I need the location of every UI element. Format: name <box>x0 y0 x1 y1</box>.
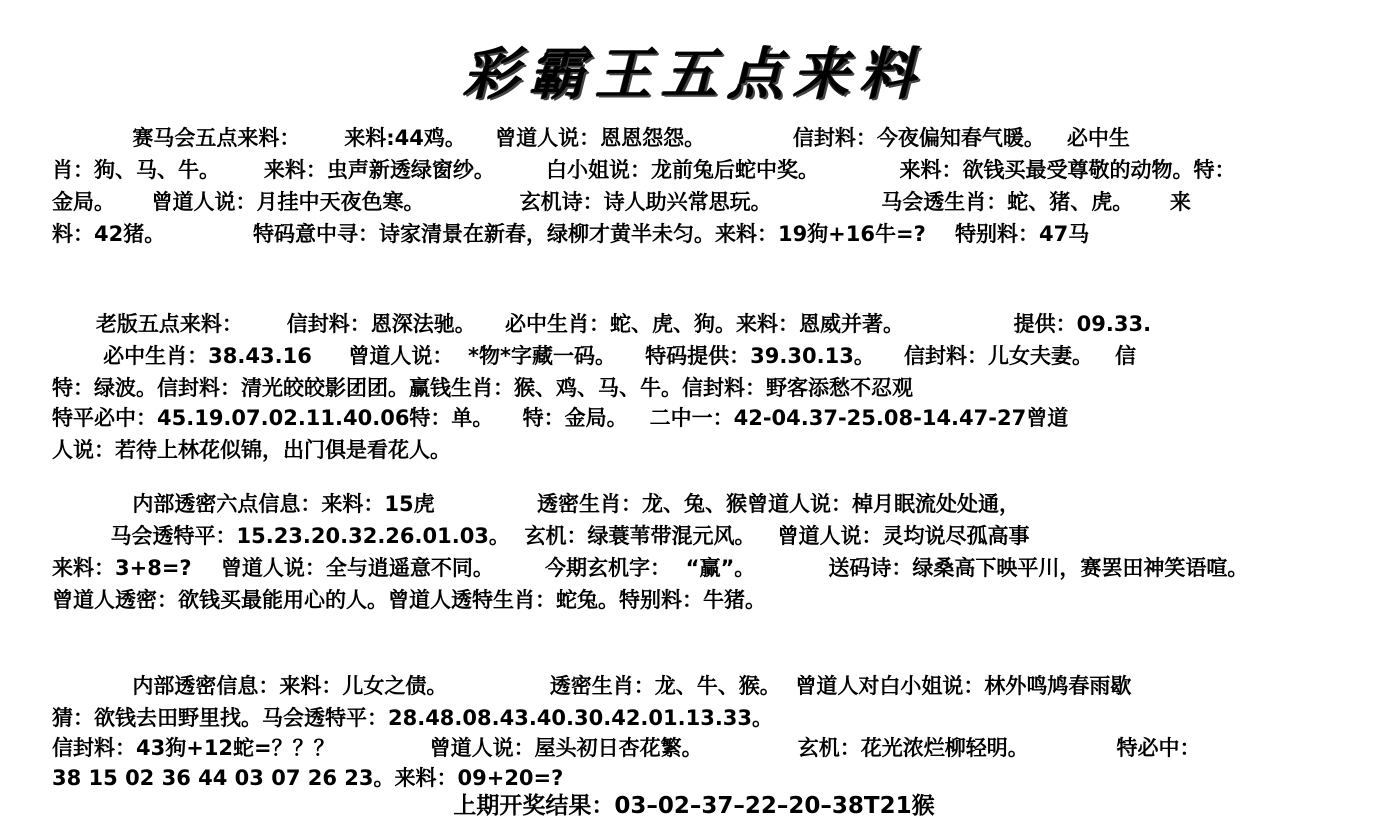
text-line: 38 15 02 36 44 03 07 26 23。来料：09+20=? <box>52 766 564 790</box>
text-line: 曾道人透密：欲钱买最能用心的人。曾道人透特生肖：蛇兔。特别料：牛猪。 <box>52 588 766 612</box>
page-title: 彩霸王五点来料 <box>463 41 925 107</box>
text-line: 特：绿波。信封料：清光皎皎影团团。赢钱生肖：猴、鸡、马、牛。信封料：野客添愁不忍观 <box>52 376 913 400</box>
text-line: 内部透密信息：来料：儿女之债。 透密生肖：龙、牛、猴。 曾道人对白小姐说：林外鸣鸠春雨歇 <box>52 674 1132 698</box>
text-line: 必中生肖：38.43.16 曾道人说： *物*字藏一码。 特码提供：39.30.13。 信封料：儿女夫妻。 信 <box>52 344 1136 368</box>
text-line: 内部透密六点信息：来料：15虎 透密生肖：龙、兔、猴曾道人说：棹月眠流处处通， <box>52 492 1020 516</box>
text-line: 来料：3+8=? 曾道人说：全与逍遥意不同。 今期玄机字： “赢”。 送码诗：绿桑高下映平川，赛罢田神笑语喧。 <box>52 556 1249 580</box>
text-line: 人说：若待上林花似锦，出门俱是看花人。 <box>52 438 451 462</box>
text-line: 金局。 曾道人说：月挂中天夜色寒。 玄机诗：诗人助兴常思玩。 马会透生肖：蛇、猪、虎。 来 <box>52 190 1191 214</box>
text-line: 猜：欲钱去田野里找。马会透特平：28.48.08.43.40.30.42.01.13.33。 <box>52 706 774 730</box>
text-line: 肖：狗、马、牛。 来料：虫声新透绿窗纱。 白小姐说：龙前兔后蛇中奖。 来料：欲钱买最受尊敬的动物。特： <box>52 158 1236 182</box>
text-line: 特平必中：45.19.07.02.11.40.06特：单。 特：金局。 二中一：42-04.37-25.08-14.47-27曾道 <box>52 406 1069 430</box>
text-line: 料：42猪。 特码意中寻：诗家清景在新春，绿柳才黄半未匀。来料：19狗+16牛=? 特别料：47马 <box>52 222 1090 246</box>
text-line: 赛马会五点来料： 来料:44鸡。 曾道人说：恩恩怨怨。 信封料：今夜偏知春气暖。 必中生 <box>52 126 1130 150</box>
text-line: 老版五点来料： 信封料：恩深法驰。 必中生肖：蛇、虎、狗。来料：恩威并著。 提供：09.33. <box>52 312 1152 336</box>
text-line: 马会透特平：15.23.20.32.26.01.03。 玄机：绿蓑苇带混元风。 曾道人说：灵均说尽孤高事 <box>52 524 1030 548</box>
last-draw-result: 上期开奖结果：03–02–37–22–20–38T21猴 <box>453 793 935 819</box>
text-line: 信封料：43狗+12蛇=？？？ 曾道人说：屋头初日杏花繁。 玄机：花光浓烂柳轻明。 特必中： <box>52 736 1201 760</box>
